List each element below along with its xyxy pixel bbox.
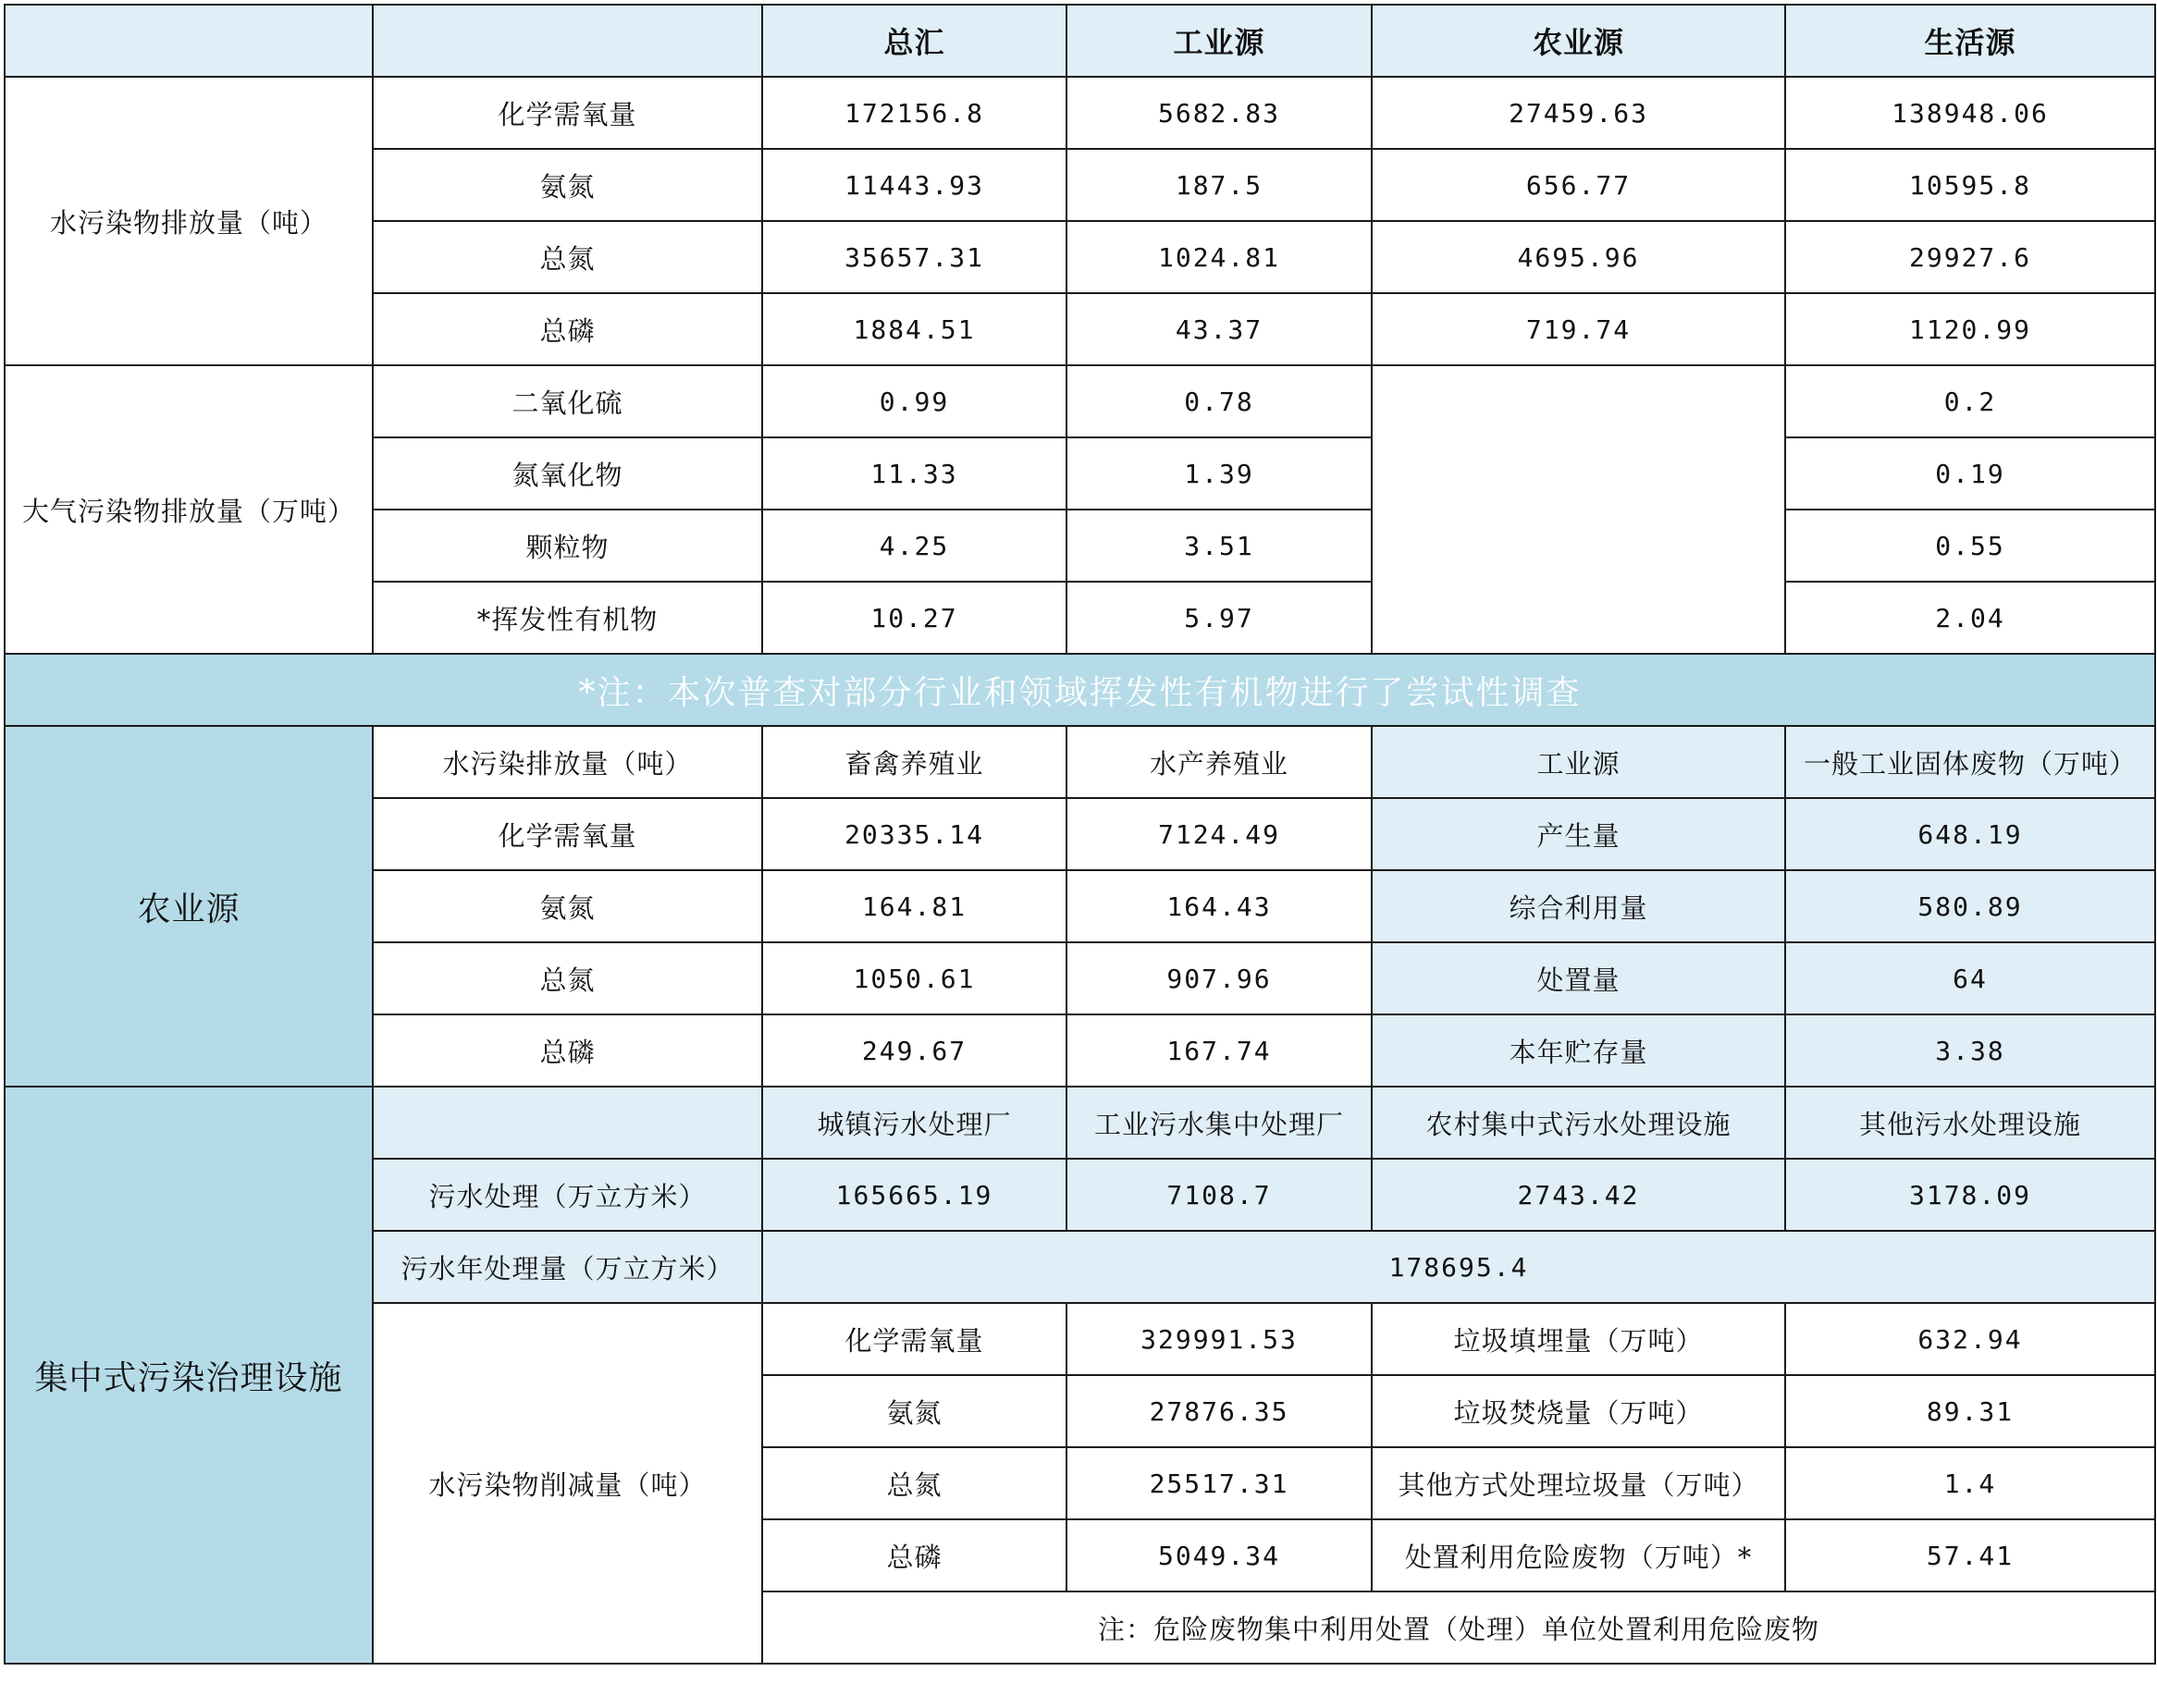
reduction-value: 27876.35	[1066, 1375, 1372, 1447]
header-agricultural: 农业源	[1372, 5, 1785, 77]
solid-waste-item-name: 产生量	[1372, 798, 1785, 870]
agri-aquaculture-value: 907.96	[1066, 942, 1372, 1014]
agri-livestock-value: 249.67	[762, 1014, 1066, 1087]
solid-waste-item-name: 处置量	[1372, 942, 1785, 1014]
solid-waste-value: 3.38	[1785, 1014, 2155, 1087]
water-agricultural-value: 656.77	[1372, 149, 1785, 221]
garbage-value: 1.4	[1785, 1447, 2155, 1519]
reduction-item-name: 总磷	[762, 1519, 1066, 1591]
sewage-value-other: 3178.09	[1785, 1159, 2155, 1231]
air-domestic-value: 0.55	[1785, 510, 2155, 582]
water-total-value: 11443.93	[762, 149, 1066, 221]
facility-name-other: 其他污水处理设施	[1785, 1087, 2155, 1159]
air-total-value: 11.33	[762, 437, 1066, 510]
agri-water-header: 水污染排放量（吨）	[373, 726, 762, 798]
garbage-item-name: 其他方式处理垃圾量（万吨）	[1372, 1447, 1785, 1519]
agri-aquaculture-header: 水产养殖业	[1066, 726, 1372, 798]
solid-waste-value: 648.19	[1785, 798, 2155, 870]
agri-livestock-value: 164.81	[762, 870, 1066, 942]
voc-note-row	[5, 654, 2155, 726]
solid-waste-item-name: 综合利用量	[1372, 870, 1785, 942]
air-emission-label: 大气污染物排放量（万吨）	[5, 365, 373, 654]
air-item-name: 氮氧化物	[373, 437, 762, 510]
sewage-value-rural: 2743.42	[1372, 1159, 1785, 1231]
header-corner-cell	[5, 5, 373, 77]
pollution-census-table	[4, 4, 2156, 1665]
agri-item-name: 总氮	[373, 942, 762, 1014]
agri-livestock-header: 畜禽养殖业	[762, 726, 1066, 798]
air-item-name: *挥发性有机物	[373, 582, 762, 654]
solid-waste-item-name: 本年贮存量	[1372, 1014, 1785, 1087]
header-subcorner-cell	[373, 5, 762, 77]
water-item-name: 总磷	[373, 293, 762, 365]
water-total-value: 1884.51	[762, 293, 1066, 365]
facility-header-blank	[373, 1087, 762, 1159]
facility-name-industrial: 工业污水集中处理厂	[1066, 1087, 1372, 1159]
water-item-name: 氨氮	[373, 149, 762, 221]
garbage-value: 632.94	[1785, 1303, 2155, 1375]
agri-aquaculture-value: 164.43	[1066, 870, 1372, 942]
water-agricultural-value: 719.74	[1372, 293, 1785, 365]
water-total-value: 35657.31	[762, 221, 1066, 293]
water-emission-label: 水污染物排放量（吨）	[5, 77, 373, 365]
reduction-item-name: 化学需氧量	[762, 1303, 1066, 1375]
header-domestic: 生活源	[1785, 5, 2155, 77]
water-row-cod	[5, 77, 2155, 149]
water-industrial-value: 43.37	[1066, 293, 1372, 365]
garbage-value: 57.41	[1785, 1519, 2155, 1591]
reduction-label: 水污染物削减量（吨）	[373, 1303, 762, 1664]
air-total-value: 4.25	[762, 510, 1066, 582]
garbage-item-name: 垃圾填埋量（万吨）	[1372, 1303, 1785, 1375]
air-industrial-value: 5.97	[1066, 582, 1372, 654]
sewage-value-industrial: 7108.7	[1066, 1159, 1372, 1231]
facility-name-rural: 农村集中式污水处理设施	[1372, 1087, 1785, 1159]
voc-note: *注：本次普查对部分行业和领域挥发性有机物进行了尝试性调查	[5, 654, 2155, 726]
solid-waste-unit-header: 一般工业固体废物（万吨）	[1785, 726, 2155, 798]
reduction-value: 5049.34	[1066, 1519, 1372, 1591]
garbage-item-name: 处置利用危险废物（万吨）*	[1372, 1519, 1785, 1591]
annual-sewage-value: 178695.4	[762, 1231, 2155, 1303]
agri-section-label: 农业源	[5, 726, 373, 1087]
air-agricultural-empty-cell	[1372, 365, 1785, 654]
garbage-item-name: 垃圾焚烧量（万吨）	[1372, 1375, 1785, 1447]
solid-waste-source-header: 工业源	[1372, 726, 1785, 798]
sewage-value-urban: 165665.19	[762, 1159, 1066, 1231]
header-total: 总汇	[762, 5, 1066, 77]
agri-item-name: 氨氮	[373, 870, 762, 942]
water-industrial-value: 5682.83	[1066, 77, 1372, 149]
air-domestic-value: 2.04	[1785, 582, 2155, 654]
water-item-name: 总氮	[373, 221, 762, 293]
reduction-value: 25517.31	[1066, 1447, 1372, 1519]
solid-waste-value: 64	[1785, 942, 2155, 1014]
central-section-label: 集中式污染治理设施	[5, 1087, 373, 1664]
water-industrial-value: 1024.81	[1066, 221, 1372, 293]
air-total-value: 10.27	[762, 582, 1066, 654]
water-total-value: 172156.8	[762, 77, 1066, 149]
reduction-value: 329991.53	[1066, 1303, 1372, 1375]
reduction-item-name: 总氮	[762, 1447, 1066, 1519]
facility-name-urban: 城镇污水处理厂	[762, 1087, 1066, 1159]
agri-aquaculture-value: 167.74	[1066, 1014, 1372, 1087]
agri-livestock-value: 1050.61	[762, 942, 1066, 1014]
header-row	[5, 5, 2155, 77]
air-domestic-value: 0.2	[1785, 365, 2155, 437]
sewage-label: 污水处理（万立方米）	[373, 1159, 762, 1231]
facility-header-row	[5, 1087, 2155, 1159]
agri-livestock-value: 20335.14	[762, 798, 1066, 870]
air-domestic-value: 0.19	[1785, 437, 2155, 510]
water-domestic-value: 29927.6	[1785, 221, 2155, 293]
air-item-name: 二氧化硫	[373, 365, 762, 437]
air-industrial-value: 3.51	[1066, 510, 1372, 582]
header-industrial: 工业源	[1066, 5, 1372, 77]
air-item-name: 颗粒物	[373, 510, 762, 582]
air-total-value: 0.99	[762, 365, 1066, 437]
air-industrial-value: 1.39	[1066, 437, 1372, 510]
garbage-value: 89.31	[1785, 1375, 2155, 1447]
water-agricultural-value: 27459.63	[1372, 77, 1785, 149]
water-industrial-value: 187.5	[1066, 149, 1372, 221]
annual-sewage-label: 污水年处理量（万立方米）	[373, 1231, 762, 1303]
hazardous-waste-note: 注：危险废物集中利用处置（处理）单位处置利用危险废物	[762, 1591, 2155, 1664]
agri-item-name: 总磷	[373, 1014, 762, 1087]
air-row-so2	[5, 365, 2155, 437]
water-domestic-value: 1120.99	[1785, 293, 2155, 365]
agri-aquaculture-value: 7124.49	[1066, 798, 1372, 870]
agri-header-row	[5, 726, 2155, 798]
water-domestic-value: 138948.06	[1785, 77, 2155, 149]
reduction-item-name: 氨氮	[762, 1375, 1066, 1447]
water-agricultural-value: 4695.96	[1372, 221, 1785, 293]
water-domestic-value: 10595.8	[1785, 149, 2155, 221]
agri-item-name: 化学需氧量	[373, 798, 762, 870]
water-item-name: 化学需氧量	[373, 77, 762, 149]
air-industrial-value: 0.78	[1066, 365, 1372, 437]
solid-waste-value: 580.89	[1785, 870, 2155, 942]
